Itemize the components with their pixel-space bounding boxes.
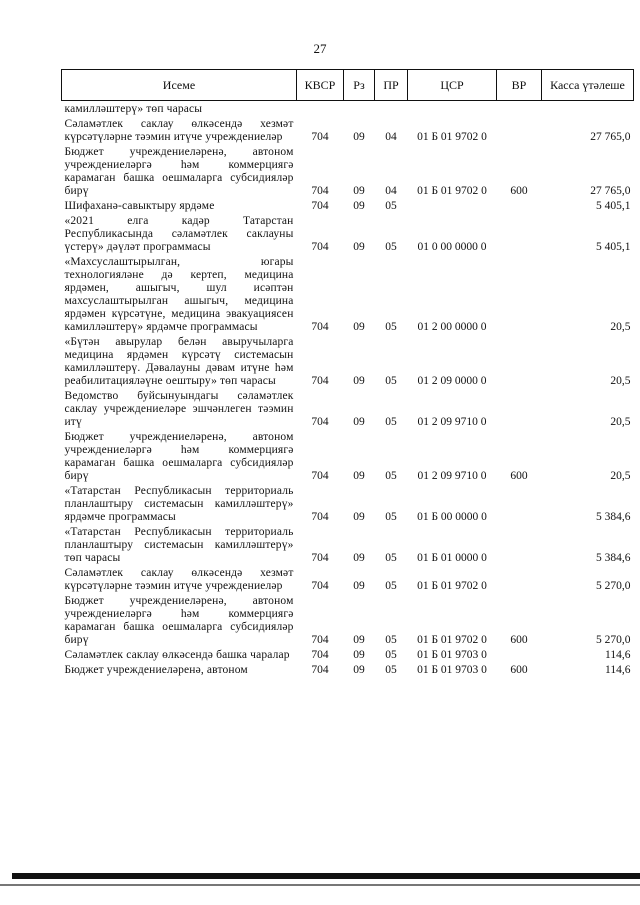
table-row [62, 213, 634, 254]
cell-pr [375, 101, 408, 117]
cell-rz: 09 [353, 511, 365, 523]
cell-pr: 04 [385, 131, 397, 143]
cell-rz: 09 [353, 664, 365, 676]
cell-vr [497, 213, 542, 254]
cell-name: «Бүтән авырулар белән авыручыларга медицина ярдәмен күрсәтү системасын камилләштерү. Дәвалауны дәвам итүне һәм реабилитацияләүне оештыру» төп чарасы [64, 336, 294, 387]
cell-rz: 09 [353, 185, 365, 197]
header-name: Исеме [62, 70, 297, 101]
table-row [62, 662, 634, 677]
cell-name: Ведомство буйсынуындагы сәламәтлек саклау учреждениеләре эшчәнлеген тәэмин итү [64, 390, 294, 428]
cell-tsr: 01 Б 01 0000 0 [417, 552, 487, 564]
header-kvsr: КВСР [297, 70, 344, 101]
cell-amount: 5 384,6 [596, 552, 631, 564]
cell-kvsr: 704 [311, 241, 329, 253]
cell-rz: 09 [353, 416, 365, 428]
cell-pr: 05 [385, 200, 397, 212]
table-row [62, 254, 634, 334]
table-row [62, 116, 634, 144]
cell-name: камилләштерү» төп чарасы [64, 103, 203, 115]
cell-tsr [408, 101, 497, 117]
table-body [62, 101, 634, 678]
cell-pr: 05 [385, 416, 397, 428]
cell-pr: 05 [385, 580, 397, 592]
cell-name: Бюджет учреждениеләренә, автоном [64, 664, 248, 676]
cell-kvsr: 704 [311, 200, 329, 212]
cell-kvsr: 704 [311, 552, 329, 564]
cell-vr [497, 483, 542, 524]
cell-rz: 09 [353, 375, 365, 387]
cell-rz: 09 [353, 634, 365, 646]
table-row [62, 565, 634, 593]
cell-amount: 114,6 [605, 664, 631, 676]
cell-tsr: 01 Б 01 9702 0 [417, 580, 487, 592]
cell-kvsr: 704 [311, 375, 329, 387]
cell-kvsr: 704 [311, 634, 329, 646]
cell-amount: 5 405,1 [596, 200, 631, 212]
cell-amount: 20,5 [610, 375, 631, 387]
table-row [62, 144, 634, 198]
cell-vr [497, 565, 542, 593]
table-row [62, 524, 634, 565]
cell-tsr: 01 Б 01 9702 0 [417, 131, 487, 143]
cell-pr: 05 [385, 321, 397, 333]
table-row [62, 101, 634, 117]
cell-amount: 20,5 [610, 470, 631, 482]
cell-pr: 05 [385, 664, 397, 676]
table-header [62, 70, 634, 101]
cell-pr: 05 [385, 375, 397, 387]
cell-pr: 05 [385, 649, 397, 661]
cell-pr: 05 [385, 511, 397, 523]
cell-name: Бюджет учреждениеләренә, автоном учреждениеләргә һәм коммерциягә карамаган башка оешмаларга субсидияләр бирү [64, 595, 294, 646]
cell-tsr: 01 Б 01 9702 0 [417, 185, 487, 197]
header-rz: Рз [344, 70, 375, 101]
cell-amount: 27 765,0 [590, 185, 631, 197]
header-kassa: Касса үтәлеше [542, 70, 634, 101]
cell-name: «Татарстан Республикасын территориаль планлаштыру системасын камилләштерү» ярдәмче программасы [64, 485, 294, 523]
cell-kvsr: 704 [311, 664, 329, 676]
cell-rz: 09 [353, 470, 365, 482]
cell-tsr: 01 Б 00 0000 0 [417, 511, 487, 523]
cell-amount [542, 101, 634, 117]
cell-pr: 05 [385, 470, 397, 482]
cell-vr [497, 198, 542, 213]
cell-pr: 05 [385, 241, 397, 253]
cell-pr: 04 [385, 185, 397, 197]
budget-table [61, 69, 634, 677]
scan-border-line [0, 884, 640, 886]
cell-name: Бюджет учреждениеләренә, автоном учреждениеләргә һәм коммерциягә карамаган башка оешмаларга субсидияләр бирү [64, 431, 294, 482]
header-tsr: ЦСР [408, 70, 497, 101]
cell-amount: 20,5 [610, 416, 631, 428]
cell-rz: 09 [353, 200, 365, 212]
cell-kvsr [297, 101, 344, 117]
cell-amount: 5 384,6 [596, 511, 631, 523]
table-row [62, 429, 634, 483]
table-row [62, 593, 634, 647]
cell-tsr: 01 2 09 9710 0 [417, 470, 487, 482]
cell-vr [497, 254, 542, 334]
cell-name: Сәламәтлек саклау өлкәсендә хезмәт күрсәтүләрне тәэмин итүче учреждениеләр [64, 567, 294, 592]
cell-tsr: 01 Б 01 9703 0 [417, 664, 487, 676]
cell-tsr: 01 2 09 9710 0 [417, 416, 487, 428]
cell-kvsr: 704 [311, 649, 329, 661]
cell-vr: 600 [510, 470, 528, 482]
cell-rz: 09 [353, 649, 365, 661]
cell-name: «Махсуслаштырылган, югары технологияләне дә кертеп, медицина ярдәмен, ашыгыч, шул исәптән махсуслаштырылган ашыгыч, медицина ярдәмен күрсәтүне, медицина эвакуациясен камилләштерү» ярдәмче программасы [64, 256, 294, 333]
cell-vr: 600 [510, 185, 528, 197]
cell-amount: 27 765,0 [590, 131, 631, 143]
cell-kvsr: 704 [311, 511, 329, 523]
cell-amount: 5 405,1 [596, 241, 631, 253]
cell-pr: 05 [385, 634, 397, 646]
table-row [62, 647, 634, 662]
cell-tsr: 01 2 00 0000 0 [417, 321, 487, 333]
cell-vr [497, 116, 542, 144]
cell-pr: 05 [385, 552, 397, 564]
page-number: 27 [313, 41, 327, 56]
cell-tsr: 01 Б 01 9702 0 [417, 634, 487, 646]
table-row [62, 198, 634, 213]
cell-kvsr: 704 [311, 185, 329, 197]
cell-name: Шифаханә-савыктыру ярдәме [64, 200, 215, 212]
header-pr: ПР [375, 70, 408, 101]
cell-vr [497, 334, 542, 388]
cell-name: «Татарстан Республикасын территориаль планлаштыру системасын камилләштерү» төп чарасы [64, 526, 294, 564]
cell-vr [497, 101, 542, 117]
cell-vr: 600 [510, 634, 528, 646]
cell-amount: 114,6 [605, 649, 631, 661]
table-row [62, 483, 634, 524]
cell-name: Сәламәтлек саклау өлкәсендә хезмәт күрсәтүләрне тәэмин итүче учреждениеләр [64, 118, 294, 143]
cell-kvsr: 704 [311, 470, 329, 482]
cell-amount: 20,5 [610, 321, 631, 333]
cell-kvsr: 704 [311, 416, 329, 428]
cell-rz: 09 [353, 552, 365, 564]
cell-kvsr: 704 [311, 131, 329, 143]
cell-name: Бюджет учреждениеләренә, автоном учреждениеләргә һәм коммерциягә карамаган башка оешмаларга субсидияләр бирү [64, 146, 294, 197]
cell-rz: 09 [353, 321, 365, 333]
cell-tsr: 01 0 00 0000 0 [417, 241, 487, 253]
cell-vr: 600 [510, 664, 528, 676]
cell-name: Сәламәтлек саклау өлкәсендә башка чаралар [64, 649, 290, 661]
cell-kvsr: 704 [311, 580, 329, 592]
cell-tsr [408, 198, 497, 213]
header-vr: ВР [497, 70, 542, 101]
cell-rz [344, 101, 375, 117]
cell-rz: 09 [353, 580, 365, 592]
table-row [62, 334, 634, 388]
table-row [62, 388, 634, 429]
cell-vr [497, 647, 542, 662]
cell-vr [497, 524, 542, 565]
cell-amount: 5 270,0 [596, 580, 631, 592]
cell-tsr: 01 Б 01 9703 0 [417, 649, 487, 661]
cell-amount: 5 270,0 [596, 634, 631, 646]
cell-name: «2021 елга кадәр Татарстан Республикасында сәламәтлек саклауны үстерү» дәүләт программасы [64, 215, 294, 253]
cell-vr [497, 388, 542, 429]
scan-border-bar [12, 873, 640, 879]
cell-tsr: 01 2 09 0000 0 [417, 375, 487, 387]
cell-rz: 09 [353, 241, 365, 253]
cell-rz: 09 [353, 131, 365, 143]
cell-kvsr: 704 [311, 321, 329, 333]
